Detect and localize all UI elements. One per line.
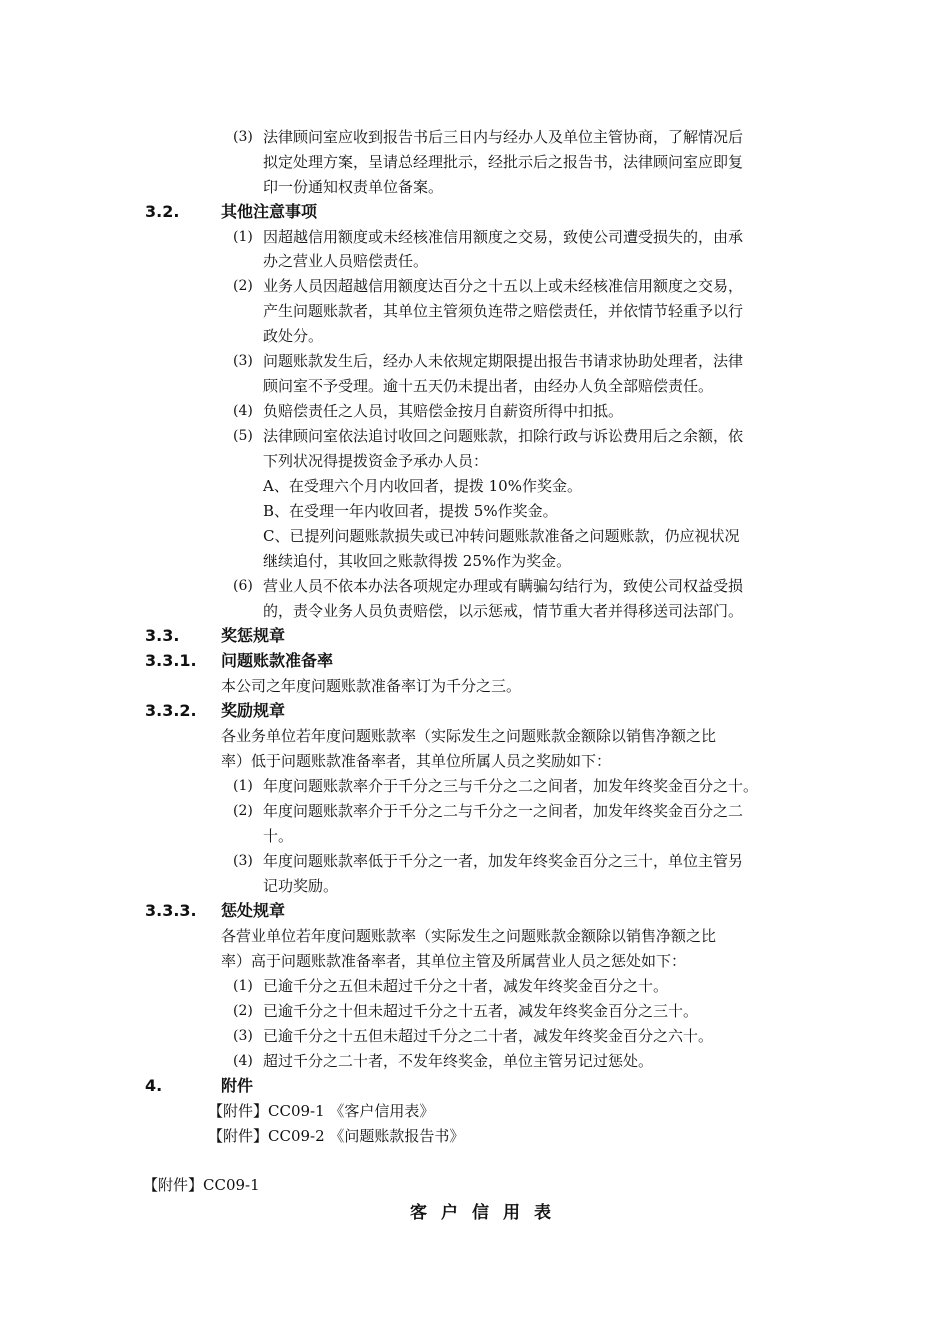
paragraph-line: 年度问题账款率低于千分之一者，加发年终奖金百分之三十，单位主管另	[263, 852, 744, 870]
paragraph-line: 业务人员因超越信用额度达百分之十五以上或未经核准信用额度之交易，	[263, 277, 744, 295]
paragraph-line: 记功奖励。	[263, 877, 339, 895]
paragraph-line: 问题账款发生后，经办人未依规定期限提出报告书请求协助处理者，法律	[263, 352, 744, 370]
paragraph-line: 负赔偿责任之人员，其赔偿金按月自薪资所得中扣抵。	[263, 402, 624, 420]
paragraph-line: 的，责令业务人员负责赔偿，以示惩戒，情节重大者并得移送司法部门。	[263, 602, 744, 620]
list-number: (1)	[233, 229, 253, 245]
paragraph-line: 营业人员不依本办法各项规定办理或有瞒骗勾结行为，致使公司权益受损	[263, 577, 744, 595]
paragraph-line: 因超越信用额度或未经核准信用额度之交易，致使公司遭受损失的，由承	[263, 228, 744, 246]
paragraph-line: 拟定处理方案，呈请总经理批示，经批示后之报告书，法律顾问室应即复	[263, 153, 744, 171]
list-number: (6)	[233, 578, 253, 594]
sub-item-line: A、在受理六个月内收回者，提拨 10%作奖金。	[263, 477, 582, 495]
section-number: 3.3.2.	[145, 701, 197, 720]
section-heading: 惩处规章	[221, 901, 286, 920]
list-number: (4)	[233, 1053, 253, 1069]
section-number: 3.2.	[145, 202, 180, 221]
section-heading: 奖惩规章	[221, 626, 286, 645]
list-number: (1)	[233, 778, 253, 794]
attachment-label: 【附件】CC09-1	[143, 1176, 260, 1194]
section-heading: 奖励规章	[221, 701, 286, 720]
paragraph-line: 已逾千分之五但未超过千分之十者，减发年终奖金百分之十。	[263, 977, 669, 995]
section-heading: 问题账款准备率	[221, 651, 334, 670]
paragraph-line: 已逾千分之十但未超过千分之十五者，减发年终奖金百分之三十。	[263, 1002, 699, 1020]
paragraph-line: 办之营业人员赔偿责任。	[263, 252, 429, 270]
paragraph-line: 法律顾问室应收到报告书后三日内与经办人及单位主管协商，了解情况后	[263, 128, 744, 146]
list-number: (1)	[233, 978, 253, 994]
paragraph-line: 十。	[263, 827, 294, 845]
list-number: (2)	[233, 1003, 253, 1019]
paragraph-line: 年度问题账款率介于千分之三与千分之二之间者，加发年终奖金百分之十。	[263, 777, 759, 795]
paragraph-line: 各业务单位若年度问题账款率（实际发生之问题账款金额除以销售净额之比	[221, 727, 717, 745]
paragraph-line: 印一份通知权责单位备案。	[263, 178, 444, 196]
paragraph-line: 本公司之年度问题账款准备率订为千分之三。	[221, 677, 522, 695]
sub-item-line: C、已提列问题账款损失或已冲转问题账款准备之问题账款，仍应视状况	[263, 527, 740, 545]
section-number: 3.3.	[145, 626, 180, 645]
list-number: (2)	[233, 278, 253, 294]
section-number: 4.	[145, 1076, 163, 1095]
paragraph-line: 已逾千分之十五但未超过千分之二十者，减发年终奖金百分之六十。	[263, 1027, 714, 1045]
section-heading: 附件	[221, 1076, 254, 1095]
section-number: 3.3.1.	[145, 651, 197, 670]
sub-item-line: B、在受理一年内收回者，提拨 5%作奖金。	[263, 502, 558, 520]
paragraph-line: 法律顾问室依法追讨收回之问题账款，扣除行政与诉讼费用后之余额，依	[263, 427, 744, 445]
paragraph-line: 政处分。	[263, 327, 324, 345]
list-number: (3)	[233, 1028, 253, 1044]
paragraph-line: 产生问题账款者，其单位主管须负连带之赔偿责任，并依情节轻重予以行	[263, 302, 744, 320]
paragraph-line: 超过千分之二十者，不发年终奖金，单位主管另记过惩处。	[263, 1052, 654, 1070]
paragraph-line: 各营业单位若年度问题账款率（实际发生之问题账款金额除以销售净额之比	[221, 927, 717, 945]
list-number: (3)	[233, 129, 253, 145]
attachment-reference: 【附件】CC09-2 《问题账款报告书》	[208, 1127, 465, 1145]
list-number: (5)	[233, 428, 253, 444]
paragraph-line: 率）低于问题账款准备率者，其单位所属人员之奖励如下：	[221, 752, 612, 770]
sub-item-line: 继续追付，其收回之账款得拨 25%作为奖金。	[263, 552, 572, 570]
section-number: 3.3.3.	[145, 901, 197, 920]
section-heading: 其他注意事项	[221, 202, 318, 221]
paragraph-line: 顾问室不予受理。逾十五天仍未提出者，由经办人负全部赔偿责任。	[263, 377, 714, 395]
list-number: (3)	[233, 353, 253, 369]
list-number: (2)	[233, 803, 253, 819]
attachment-reference: 【附件】CC09-1 《客户信用表》	[208, 1102, 435, 1120]
paragraph-line: 下列状况得提拨资金予承办人员：	[263, 452, 489, 470]
paragraph-line: 年度问题账款率介于千分之二与千分之一之间者，加发年终奖金百分之二	[263, 802, 744, 820]
list-number: (3)	[233, 853, 253, 869]
list-number: (4)	[233, 403, 253, 419]
form-title: 客户信用表	[410, 1203, 565, 1223]
paragraph-line: 率）高于问题账款准备率者，其单位主管及所属营业人员之惩处如下：	[221, 952, 687, 970]
